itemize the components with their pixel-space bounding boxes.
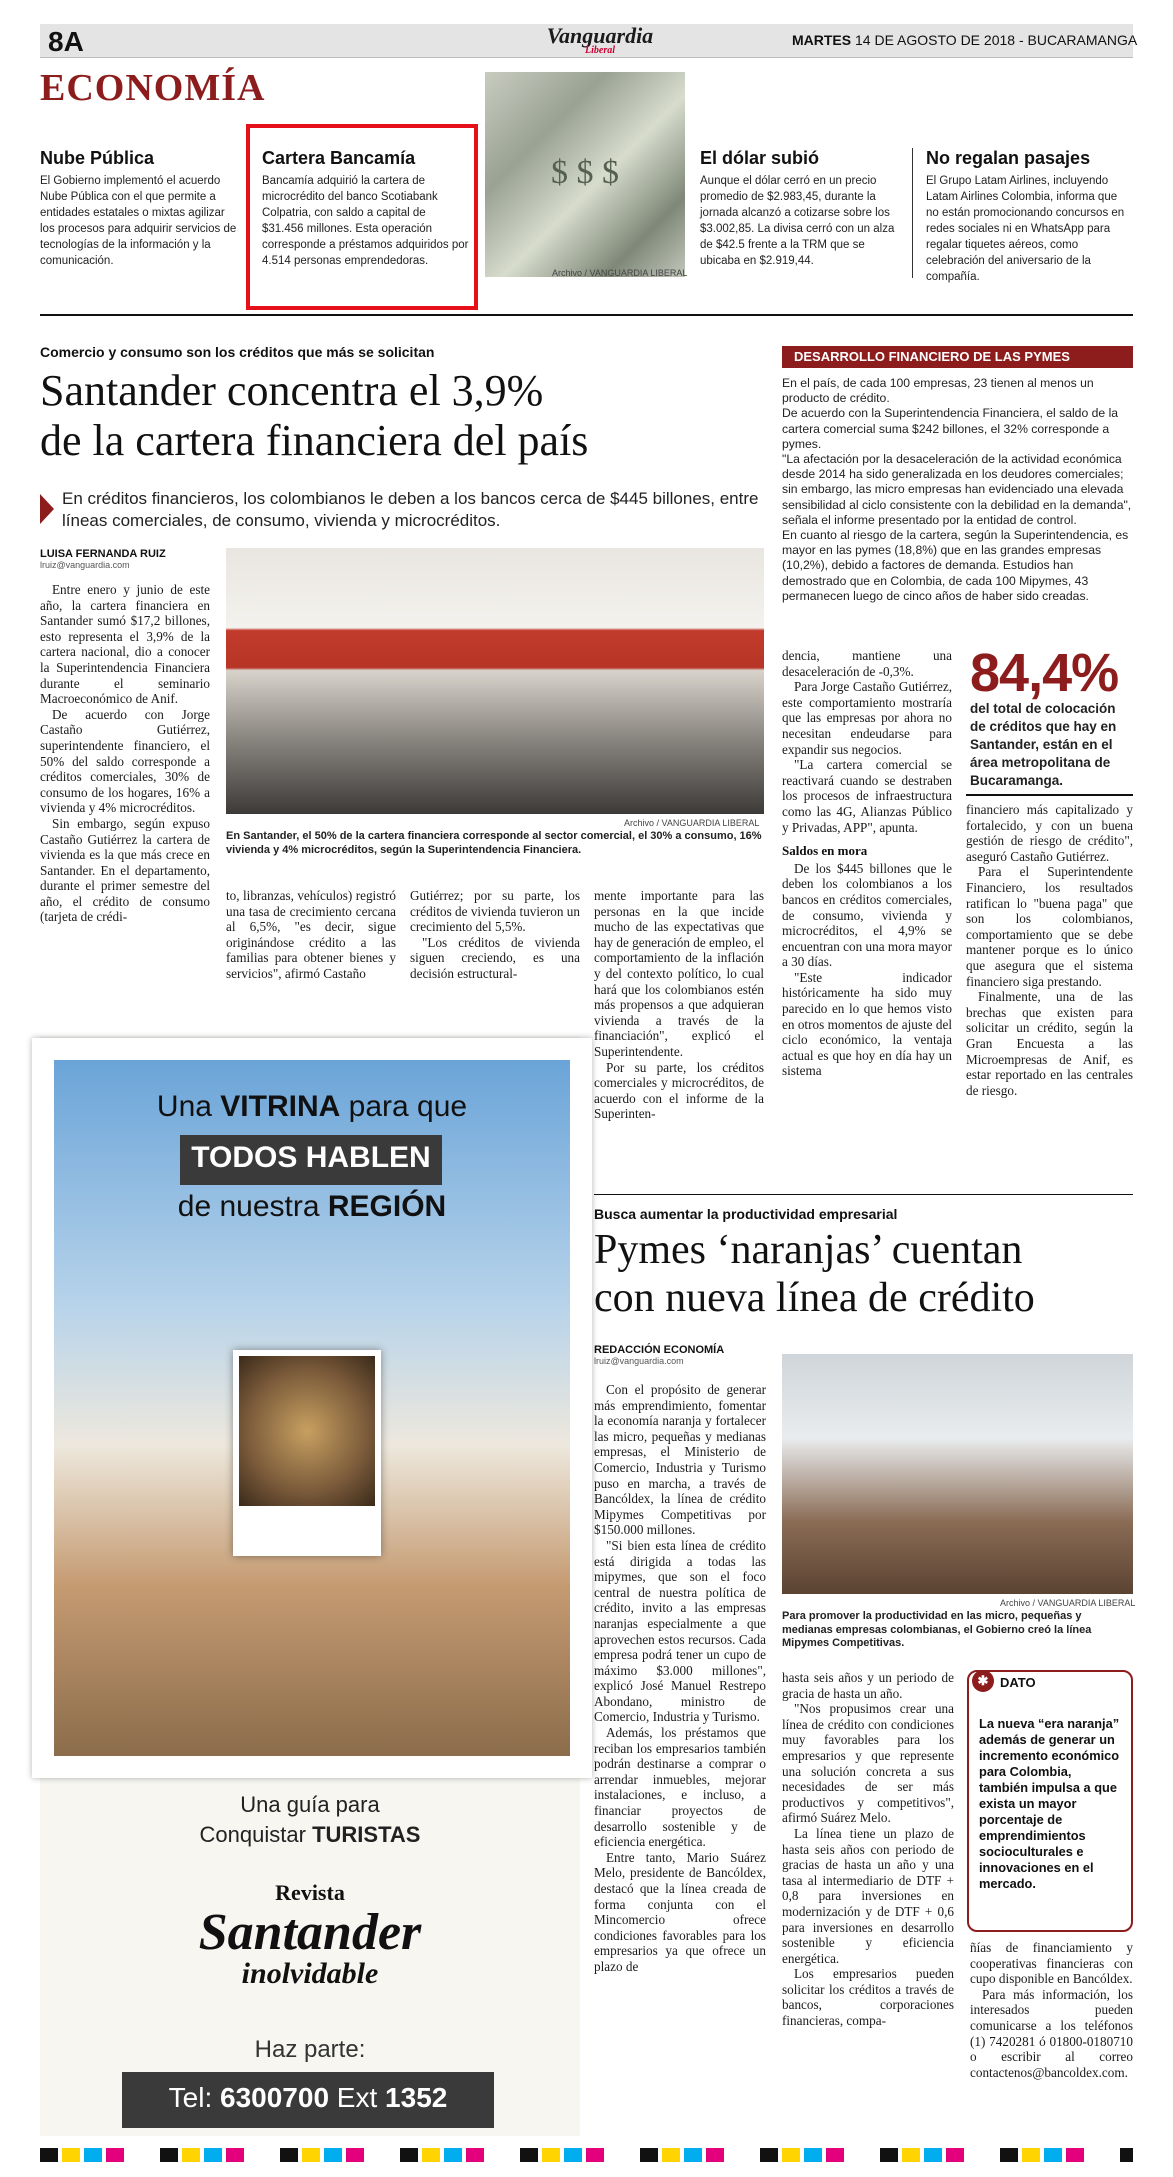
- headline-line-1: Pymes ‘naranjas’ cuentan: [594, 1227, 1023, 1273]
- photo-caption: En Santander, el 50% de la cartera financiera corresponde al sector comercial, el 30% a consumo, 16% vivienda y 4% microcréditos, según la Superintendencia Financiera.: [226, 830, 762, 856]
- main-column-6: [966, 802, 1133, 1184]
- paragraph: "Nos propusimos crear una línea de crédito con condiciones muy favorables para los empresarios y que represente una solución concreta a sus necesidades de ser más productivos y competitivos", afirmó Suárez Melo.: [782, 1701, 954, 1826]
- sidebar-title: DESARROLLO FINANCIERO DE LAS PYMES: [782, 346, 1133, 368]
- ad-text: para que: [340, 1090, 468, 1123]
- logo-santander: Santander: [198, 1904, 422, 1961]
- second-kicker: Busca aumentar la productividad empresarial: [594, 1206, 898, 1222]
- paragraph: Gutiérrez; por su parte, los créditos de vivienda tuvieron un crecimiento del 5,5%.: [410, 888, 580, 935]
- ad-call-to-action: Haz parte:: [254, 2036, 366, 2063]
- bank-photo: [226, 548, 764, 814]
- ad-text: Conquistar: [199, 1822, 313, 1847]
- brief-title: No regalan pasajes: [926, 148, 1091, 168]
- paragraph: Para más información, los interesados pueden comunicarse a los teléfonos (1) 7420281 ó 01800-0180710 o escribir al correo contactenos@bancoldex.com.: [970, 1986, 1133, 2080]
- paragraph: Para Jorge Castaño Gutiérrez, este comportamiento mostraría que las empresas por ahora no necesitan endeudarse para expandir sus negocios.: [782, 679, 952, 757]
- paragraph: Para el Superintendente Financiero, los resultados ratifican lo "buena paga" que son los colombianos, comportamiento que se debe mantener porque es lo único que asegura que el sistema financiero siga prestando.: [966, 864, 1133, 989]
- main-column-4: [594, 888, 764, 1184]
- paragraph: Finalmente, una de las brechas que existen para solicitar un crédito, según la Gran Encuesta a las Microempresas de Anif, es estar reportado en las centrales de riesgo.: [966, 989, 1133, 1098]
- author: LUISA FERNANDA RUIZ: [40, 548, 166, 560]
- date-rest: 14 DE AGOSTO DE 2018 - BUCARAMANGA: [855, 32, 1138, 48]
- ad-line-1: [52, 1090, 572, 1124]
- paragraph: De los $445 billones que le deben los colombianos a los bancos en créditos comerciales, de consumo, vivienda y microcréditos, el 4,9% se encuentran con una mora mayor a 30 días.: [782, 860, 952, 970]
- headline-line-1: Santander concentra el 3,9%: [40, 366, 544, 415]
- author-email: lruiz@vanguardia.com: [594, 1356, 684, 1366]
- brief-text: Aunque el dólar cerró en un precio promedio de $2.983,45, durante la jornada alcanzó a cotizarse sobre los $3.002,85. La divisa cerró con un alza de $42.5 frente a la TRM que se ubicaba en $2.919,44.: [700, 175, 895, 267]
- ad-guide-line-1: Una guía para: [240, 1792, 380, 1817]
- dato-puzzle-icon: ✱: [972, 1670, 994, 1692]
- brief-nube: [40, 148, 240, 269]
- dato-title: DATO: [1000, 1675, 1036, 1690]
- main-subheadline: En créditos financieros, los colombianos le deben a los bancos cerca de $445 billones, entre líneas comerciales, de consumo, vivienda y microcréditos.: [62, 489, 759, 530]
- dato-box: [967, 1670, 1133, 1932]
- main-byline: [40, 548, 166, 570]
- paragraph: "Si bien esta línea de crédito está dirigida a todas las mipymes, que son el foco central de nuestra política de crédito, invito a las empresas naranjas especialmente a que aprovechen estos recursos. Cada empresa podrá tener un cupo de máximo $3.000 millones", explicó José Manuel Restrepo Abondano, ministro de Comercio, Industria y Turismo.: [594, 1537, 766, 1725]
- ad-text-bold: 6300700: [220, 2082, 330, 2113]
- subheading: Saldos en mora: [782, 843, 868, 859]
- ad-guide: [40, 1790, 580, 1850]
- second-divider: [594, 1194, 1133, 1195]
- stat-text: del total de colocación de créditos que hay en Santander, están en el área metropolitana de Bucaramanga.: [970, 701, 1117, 788]
- office-photo: [782, 1354, 1133, 1594]
- office-caption: Para promover la productividad en las micro, pequeñas y medianas empresas colombianas, el Gobierno creó la línea Mipymes Competitivas.: [782, 1610, 1092, 1649]
- brief-text: Bancamía adquirió la cartera de microcrédito del banco Scotiabank Colpatria, con saldo a capital de $31.456 millones. Esta operación corresponde a préstamos adquiridos por 4.514 personas emprendedoras.: [262, 175, 469, 267]
- main-kicker: Comercio y consumo son los créditos que más se solicitan: [40, 344, 435, 360]
- ad-food-card: [233, 1350, 381, 1556]
- brief-latam: [926, 148, 1131, 285]
- brief-text: El Gobierno implementó el acuerdo Nube Pública con el que permite a entidades estatales o mixtas agilizar los procesos para adquirir servicios de tecnologías de la información y la comunicación.: [40, 175, 237, 267]
- headline-line-2: de la cartera financiera del país: [40, 416, 589, 465]
- money-photo: [485, 72, 688, 278]
- office-caption-source: Archivo / VANGUARDIA LIBERAL: [1000, 1598, 1136, 1608]
- second-column-1: [594, 1382, 766, 2134]
- brief-text: El Grupo Latam Airlines, incluyendo Latam Airlines Colombia, informa que no están promocionando concursos en redes sociales ni en WhatsApp para regalar tiquetes aéreos, como celebración del aniversario de la compañía.: [926, 175, 1125, 283]
- ad-guide-line-2: [40, 1820, 580, 1850]
- section-title: ECONOMÍA: [40, 67, 266, 109]
- paragraph: "Este indicador históricamente ha sido muy parecido en lo que hemos visto en otros momentos de ajuste del ciclo económico, la ventaja actual es que hoy en día hay un sistema: [782, 969, 952, 1079]
- date-day: MARTES: [792, 32, 852, 48]
- paragraph: Entre tanto, Mario Suárez Melo, presidente de Bancóldex, destacó que la línea creada de forma conjunta con el Mincomercio ofrece condiciones favorables para los empresarios ya que ofrece un plazo de: [594, 1849, 766, 1974]
- logo-revista: Revista: [275, 1880, 345, 1905]
- divider-rule: [40, 314, 1133, 316]
- paragraph: mente importante para las personas en la que incide mucho de las expectativas que hay de generación de empleo, el comportamiento de la inflación y del contexto político, lo cual hará que los colombianos estén más propensos a que adquieran vivienda a través de la financiación", explicó el Superintendente.: [594, 888, 764, 1059]
- paragraph: Los empresarios pueden solicitar los créditos a través de bancos, corporaciones financieras, compa-: [782, 1966, 954, 2029]
- second-column-2: [782, 1670, 954, 2134]
- brief-title: Cartera Bancamía: [262, 148, 416, 168]
- brief-title: Nube Pública: [40, 148, 155, 168]
- author: REDACCIÓN ECONOMÍA: [594, 1344, 725, 1356]
- paragraph: Con el propósito de generar más emprendimiento, fomentar la economía naranja y fortalecer las micro, pequeñas y medianas empresas, el Ministerio de Comercio, Industria y Turismo puso en marcha, a través de Bancóldex, la línea de crédito Mipymes Competitivas por $150.000 millones.: [594, 1382, 766, 1538]
- author-email: lruiz@vanguardia.com: [40, 560, 130, 570]
- brief-title: El dólar subió: [700, 148, 820, 168]
- second-headline: [594, 1226, 1133, 1322]
- highlight-box: [246, 124, 478, 310]
- dateline: [792, 32, 1137, 48]
- paragraph: ñías de financiamiento y cooperativas financieras con cupo disponible en Bancóldex.: [970, 1940, 1133, 1987]
- second-column-3: [970, 1940, 1133, 2134]
- photo-caption-source: Archivo / VANGUARDIA LIBERAL: [624, 818, 760, 828]
- paragraph: La línea tiene un plazo de hasta seis años con periodo de gracias de hasta un año y una tasa al intermediario de DTF + 0,8 para inversiones en modernización y de DTF + 0,6 para inversiones en desarrollo sostenible y eficiencia energética.: [782, 1825, 954, 1966]
- paragraph: Sin embargo, según expuso Castaño Gutiérrez la cartera de vivienda es la que más crece en Santander. En el departamento, durante el primer semestre del año, el crédito de consumo (tarjeta de crédi-: [40, 815, 210, 925]
- logo-inolvidable: inolvidable: [241, 1957, 379, 1990]
- ad-text-bold: 1352: [385, 2082, 448, 2113]
- main-column-3: [410, 888, 580, 1008]
- ad-text: Ext: [329, 2082, 386, 2113]
- ad-text: Una: [156, 1090, 221, 1123]
- paragraph: financiero más capitalizado y fortalecido, y con un buena gestión de riesgo de crédito", aseguró Castaño Gutiérrez.: [966, 802, 1133, 864]
- ad-line-3: [52, 1190, 572, 1224]
- brand-logo: [520, 23, 680, 56]
- main-column-1: [40, 582, 210, 1008]
- brand-sub: Liberal: [585, 45, 615, 56]
- ad-text: de nuestra: [177, 1190, 328, 1223]
- stat-rule: [966, 794, 1133, 796]
- main-column-5: [782, 648, 952, 1184]
- stat-value: 84,4%: [970, 643, 1119, 703]
- paragraph: De acuerdo con Jorge Castaño Gutiérrez, superintendente financiero, el 50% del saldo corresponde a créditos comerciales, 30% de consumo de los hogares, 16% a vivienda y 4% microcréditos.: [40, 706, 210, 816]
- paragraph: to, libranzas, vehículos) registró una tasa de crecimiento cercana al 6,5%, "es decir, sigue originándose crédito a las familias para obtener bienes y servicios", afirmó Castaño: [226, 888, 396, 981]
- ad-food-photo: [239, 1356, 375, 1506]
- headline-line-2: con nueva línea de crédito: [594, 1275, 1035, 1321]
- dato-text: La nueva “era naranja” además de generar un incremento económico para Colombia, también impulsa a que exista un mayor porcentaje de emprendimientos socioculturales e innovaciones en el mercado.: [979, 1716, 1120, 1891]
- money-symbol: $ $ $: [551, 154, 619, 191]
- sidebar-text: En el país, de cada 100 empresas, 23 tienen al menos un producto de crédito. De acuerdo con la Superintendencia Financiera, el saldo de la cartera comercial suma $242 billones, el 32% corresponde a pymes. "La afectación por la desaceleración de la actividad económica desde 2014 ha sido generalizada en los deudores comerciales; sin embargo, las micro empresas han evidenciado una elevada sensibilidad al ciclo consistente con la debilidad en la demanda", señala el informe presentado por la entidad de control. En cuanto al riesgo de la cartera, según la Superintendencia, es mayor en las pymes (18,8%) que en las grandes empresas (10,2%), debido a factores de demanda. Estudios han demostrado que en Colombia, de cada 100 Mipymes, 43 permanecen luego de cinco años de haber sido creadas.: [782, 376, 1132, 603]
- ad-line-2: TODOS HABLEN: [180, 1135, 442, 1185]
- ad-text-bold: REGIÓN: [327, 1190, 447, 1223]
- money-photo-caption: Archivo / VANGUARDIA LIBERAL: [552, 268, 688, 278]
- second-byline: [594, 1344, 724, 1366]
- ad-telephone: [122, 2072, 494, 2128]
- paragraph: hasta seis años y un periodo de gracia de hasta un año.: [782, 1670, 954, 1701]
- main-column-2: [226, 888, 396, 1008]
- paragraph: dencia, mantiene una desaceleración de -0,3%.: [782, 648, 952, 679]
- ad-text-bold: VITRINA: [220, 1090, 341, 1123]
- sub-arrow-icon: [40, 494, 54, 524]
- ad-text-bold: TURISTAS: [312, 1822, 421, 1847]
- paragraph: Entre enero y junio de este año, la cartera financiera en Santander sumó $17,2 billones, esto representa el 3,9% de la cartera nacional, dio a conocer la Superintendencia Financiera durante el seminario Macroeconómico de Anif.: [40, 582, 210, 707]
- ad-text: Tel:: [168, 2082, 221, 2113]
- revista-logo: [160, 1880, 460, 2010]
- print-colorbar: [40, 2148, 1133, 2162]
- paragraph: "La cartera comercial se reactivará cuando se destraben los procesos de infraestructura como las 4G, Alianzas Público y Privadas, APP", apunta.: [782, 757, 952, 835]
- brief-dolar: [700, 148, 900, 269]
- paragraph: Por su parte, los créditos comerciales y microcréditos, de acuerdo con el informe de la Superinten-: [594, 1059, 764, 1122]
- main-headline: [40, 366, 770, 466]
- brief-divider: [912, 148, 913, 278]
- paragraph: Además, los préstamos que reciban los empresarios también podrán destinarse a comprar o arrendar inmuebles, mejorar instalaciones, e incluso, a financiar proyectos de desarrollo sostenible y de eficiencia energética.: [594, 1725, 766, 1850]
- page-number: 8A: [48, 26, 84, 57]
- paragraph: "Los créditos de vivienda siguen creciendo, es una decisión estructural-: [410, 934, 580, 981]
- brand-name: Vanguardia: [546, 23, 654, 48]
